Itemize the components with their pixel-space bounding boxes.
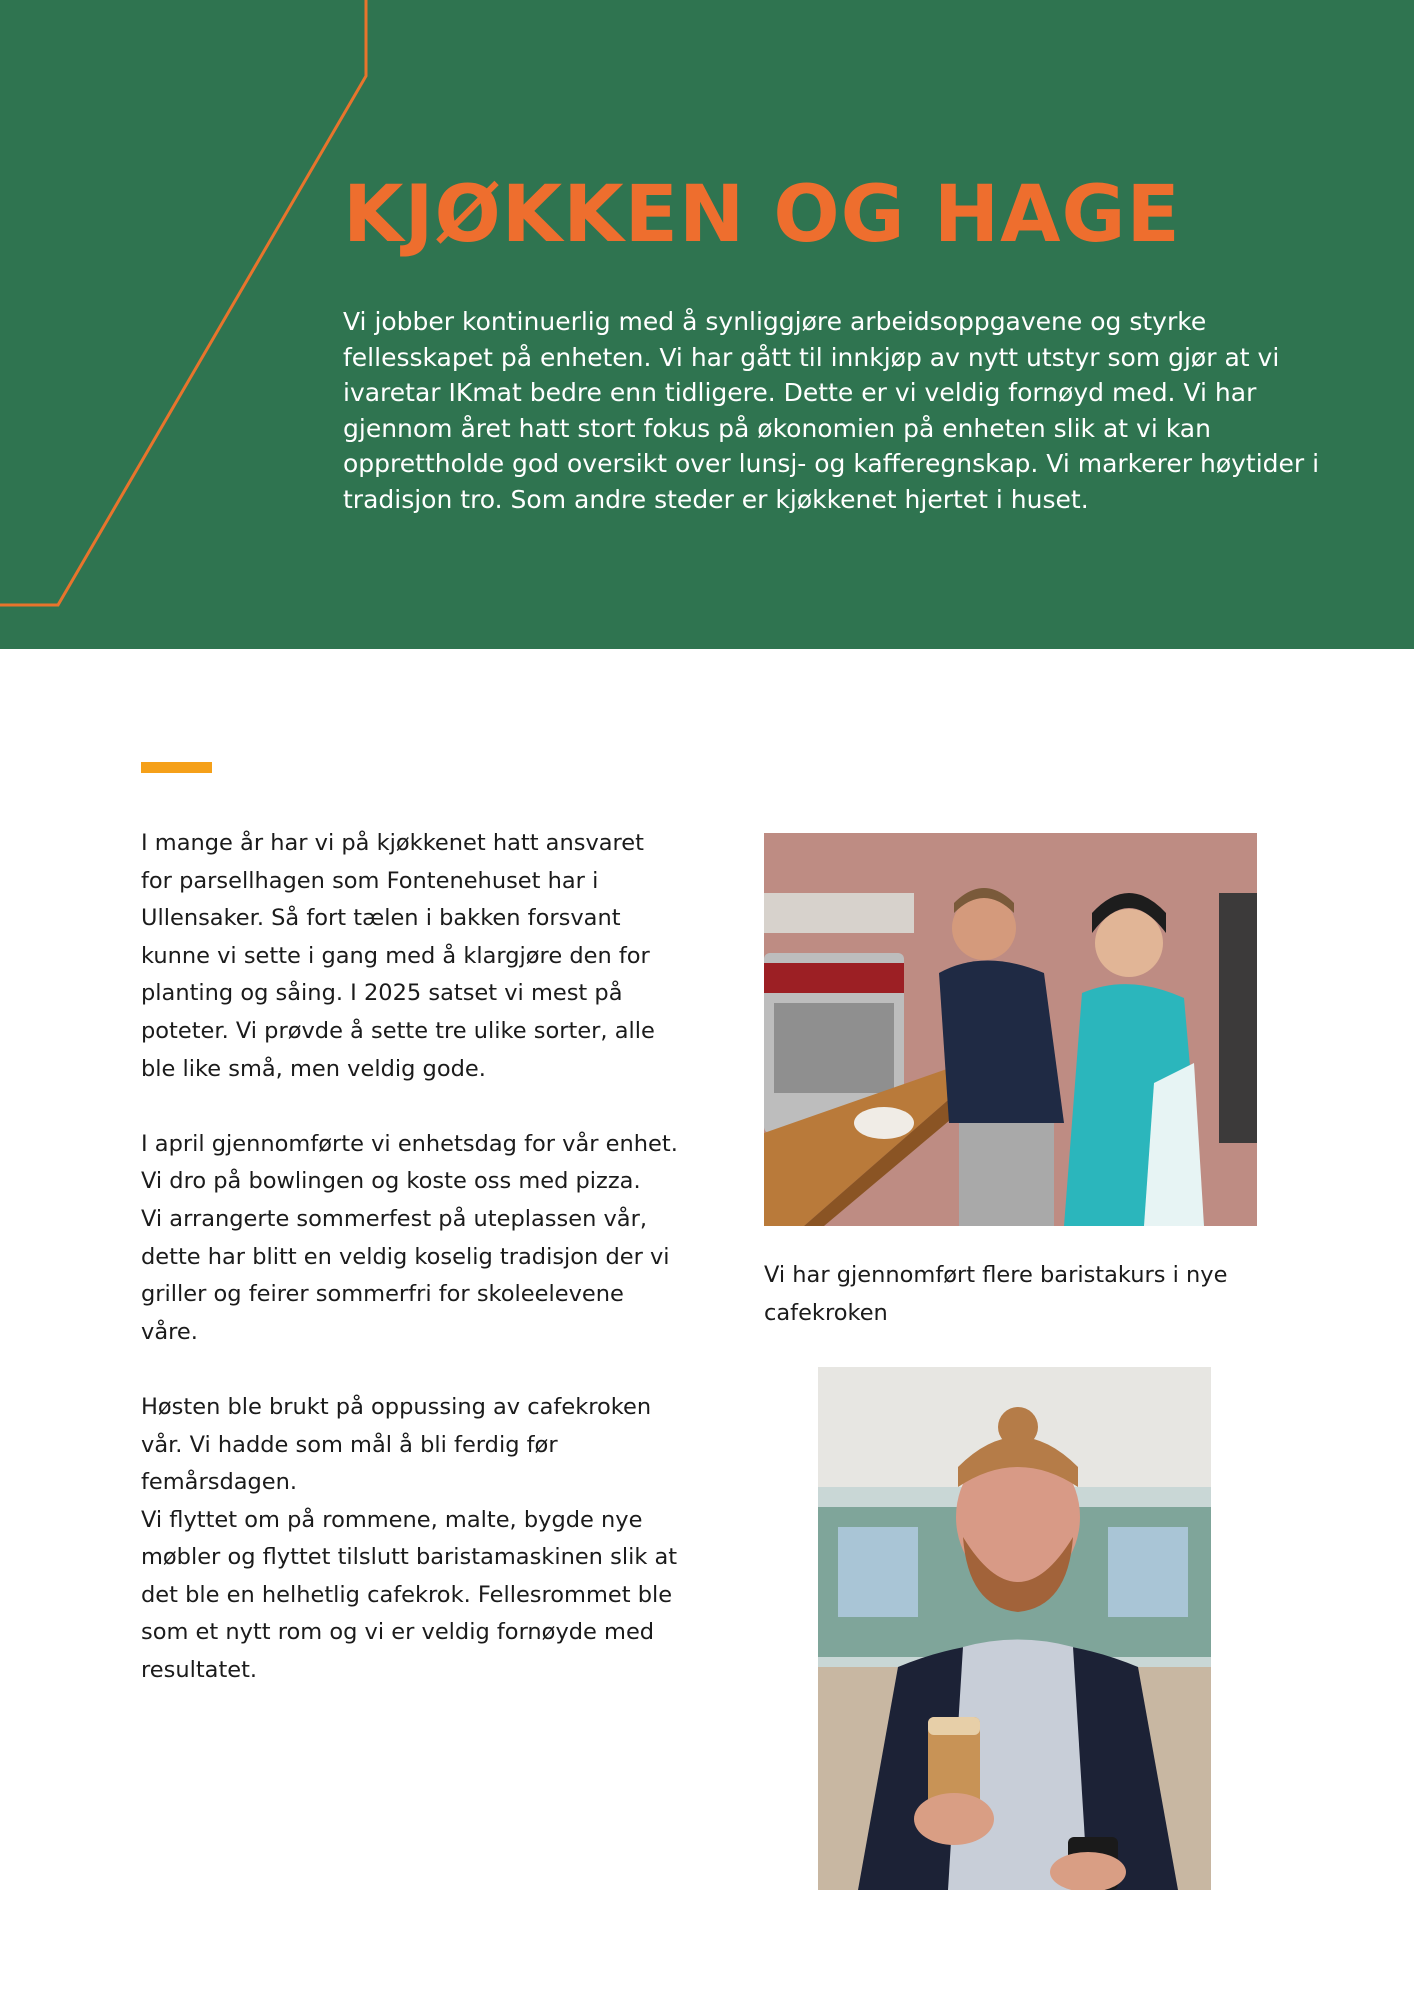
paragraph-summer-party: Vi arrangerte sommerfest på uteplassen vår, dette har blitt en veldig koselig tradisjon der vi griller og feirer sommerfri for skoleelevene våre.: [141, 1205, 670, 1345]
photo-caption: Vi har gjennomført flere baristakurs i nye cafekroken: [764, 1262, 1228, 1326]
paragraph-cafe-renovation: Vi flyttet om på rommene, malte, bygde nye møbler og flyttet tilslutt baristamaskinen slik at det ble en helhetlig cafekrok. Fellesrommet ble som et nytt rom og vi er veldig fornøyde med resultatet.: [141, 1506, 678, 1684]
body-text: [141, 825, 681, 1690]
paragraph-unit-day: I april gjennomførte vi enhetsdag for vår enhet. Vi dro på bowlingen og koste oss med pizza.: [141, 1130, 678, 1195]
intro-paragraph: Vi jobber kontinuerlig med å synliggjøre arbeidsoppgavene og styrke fellesskapet på enheten. Vi har gått til innkjøp av nytt utstyr som gjør at vi ivaretar IKmat bedre enn tidligere. Dette er vi veldig fornøyd med. Vi har gjennom året hatt stort fokus på økonomien på enheten slik at vi kan opprettholde god oversikt over lunsj- og kafferegnskap. Vi markerer høytider i tradisjon tro. Som andre steder er kjøkkenet hjertet i huset.: [343, 307, 1320, 514]
paragraph-autumn: Høsten ble brukt på oppussing av cafekroken vår. Vi hadde som mål å bli ferdig før femårsdagen.: [141, 1393, 652, 1496]
photo-barista-course: [764, 833, 1257, 1226]
paragraph-garden: I mange år har vi på kjøkkenet hatt ansvaret for parsellhagen som Fontenehuset har i Ullensaker. Så fort tælen i bakken forsvant kunne vi sette i gang med å klargjøre den for planting og såing. I 2025 satset vi mest på poteter. Vi prøvde å sette tre ulike sorter, alle ble like små, men veldig gode.: [141, 830, 655, 1082]
header-band: [0, 0, 1414, 649]
accent-bar: [141, 762, 212, 773]
page-title: KJØKKEN OG HAGE: [343, 170, 1181, 260]
photo-coffee: [818, 1367, 1211, 1890]
